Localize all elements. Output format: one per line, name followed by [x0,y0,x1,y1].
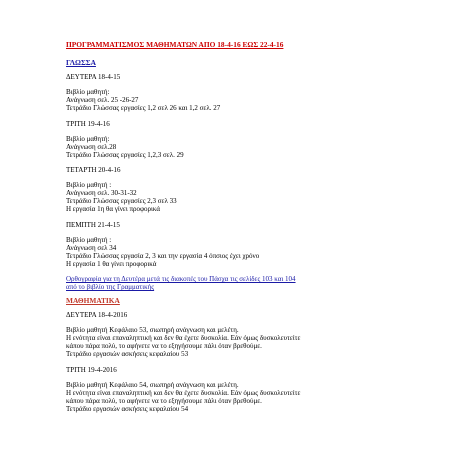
text-line: Ανάγνωση σελ.28 [66,143,117,151]
text-line: Τετράδιο Γλώσσας εργασίες 1,2 σελ 26 και 1,2 σελ. 27 [66,104,221,112]
text-line: Βιβλίο μαθητή: [66,135,110,143]
text-line: Βιβλίο μαθητή : [66,236,112,244]
text-line: Βιβλίο μαθητή Κεφάλαιο 53, σιωπηρή ανάγνωση και μελέτη. [66,326,239,334]
day-date: ΔΕΥΤΕΡΑ 18-4-2016 [66,311,128,319]
text-line: Τετράδιο εργασιών ασκήσεις κεφαλαίου 53 [66,350,189,358]
text-line: Τετράδιο εργασιών ασκήσεις κεφαλαίου 54 [66,405,189,413]
subject-heading-math: ΜΑΘΗΜΑΤΙΚΑ [66,296,120,305]
text-line: Ανάγνωση σελ. 25 -26-27 [66,96,139,104]
spelling-note: Ορθογραφία για τη Δευτέρα μετά τις διακοπές του Πάσχα τις σελίδες 103 και 104 [66,275,296,283]
text-line: Τετράδιο Γλώσσας εργασίες 2,3 σελ 33 [66,197,177,205]
day-date: ΤΕΤΑΡΤΗ 20-4-16 [66,166,121,174]
day-date: ΤΡΙΤΗ 19-4-16 [66,120,110,128]
text-line: Βιβλίο μαθητή Κεφάλαιο 54, σιωπηρή ανάγνωση και μελέτη. [66,381,239,389]
text-line: Βιβλίο μαθητή : [66,181,112,189]
subject-heading-greek: ΓΛΩΣΣΑ [66,58,96,67]
text-line: Ανάγνωση σελ 34 [66,244,117,252]
text-line: Η ενότητα είναι επαναληπτική και δεν θα έχετε δυσκολία. Εάν όμως δυσκολευτείτε [66,334,301,342]
text-line: Η εργασία 1 θα γίνει προφορικά [66,260,157,268]
day-date: ΔΕΥΤΕΡΑ 18-4-15 [66,73,121,81]
text-line: Τετράδιο Γλώσσας εργασίες 1,2,3 σελ. 29 [66,151,184,159]
text-line: Η ενότητα είναι επαναληπτική και δεν θα έχετε δυσκολία. Εάν όμως δυσκολευτείτε [66,389,301,397]
text-line: Η εργασία 1η θα γίνει προφορικά [66,205,161,213]
text-line: κάπου πάρα πολύ, το αφήνετε να το εξηγήσουμε πάλι όταν βρεθούμε. [66,342,262,350]
text-line: Βιβλίο μαθητή: [66,88,110,96]
spelling-note: από το βιβλίο της Γραμματικής [66,283,155,291]
day-date: ΠΕΜΠΤΗ 21-4-15 [66,221,120,229]
text-line: Τετράδιο Γλώσσας εργασία 2, 3 και την εργασία 4 όπσιος έχει χρόνο [66,252,260,260]
day-date: ΤΡΙΤΗ 19-4-2016 [66,366,117,374]
text-line: κάπου πάρα πολύ, το αφήνετε να το εξηγήσουμε πάλι όταν βρεθούμε. [66,397,262,405]
text-line: Ανάγνωση σελ. 30-31-32 [66,189,137,197]
page-title: ΠΡΟΓΡΑΜΜΑΤΙΣΜΟΣ ΜΑΘΗΜΑΤΩΝ ΑΠΟ 18-4-16 ΕΩΣ 22-4-16 [66,40,284,49]
